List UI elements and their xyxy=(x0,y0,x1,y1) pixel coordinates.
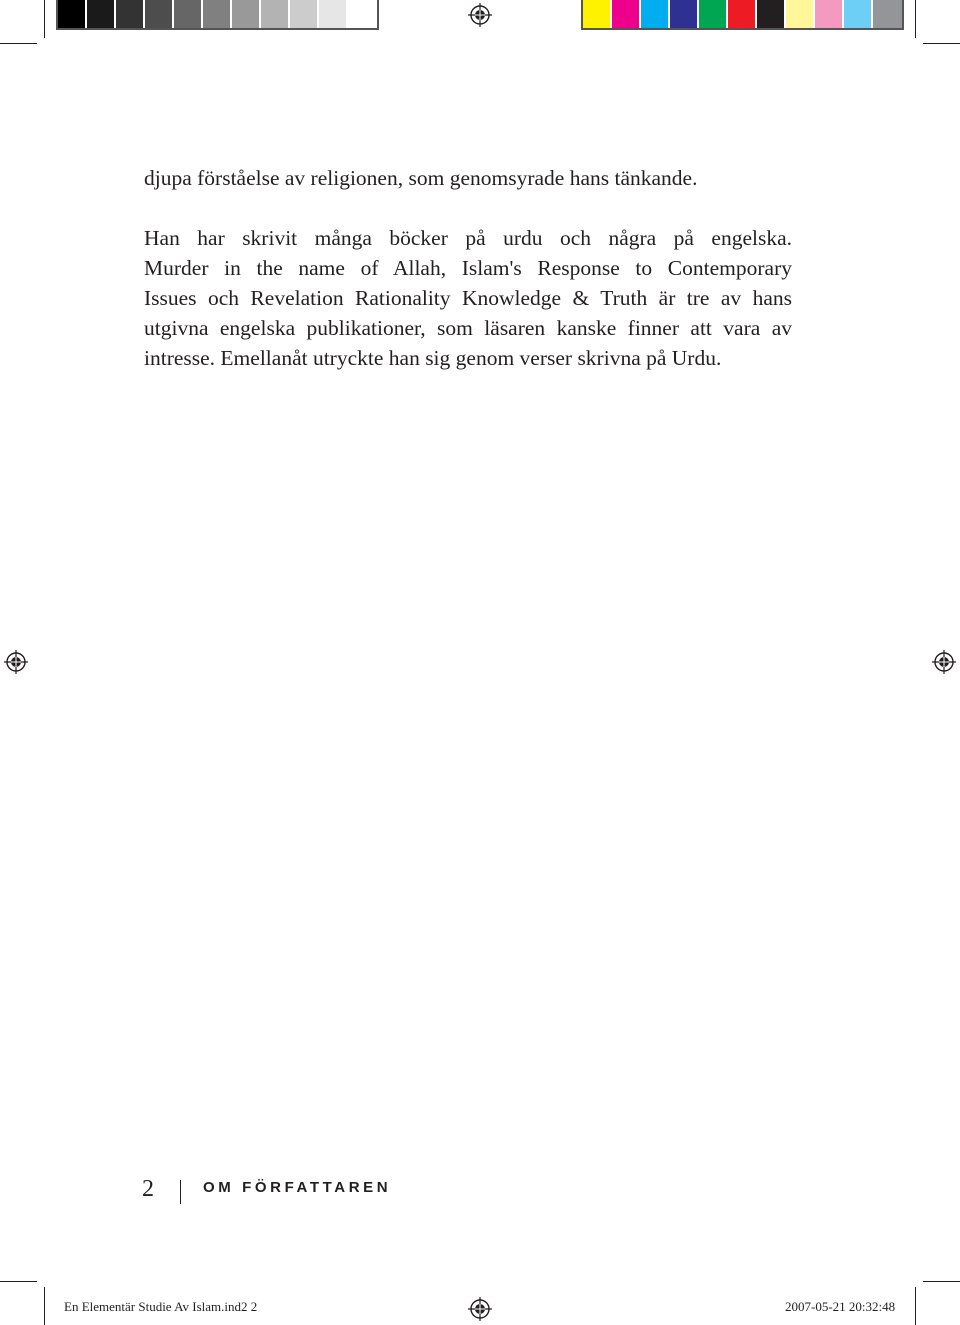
running-head: OM FÖRFATTAREN xyxy=(203,1179,392,1196)
color-swatch xyxy=(728,0,757,28)
color-swatch xyxy=(815,0,844,28)
folio-divider xyxy=(180,1180,181,1204)
crop-mark-top-right-v xyxy=(915,0,916,38)
color-swatch xyxy=(670,0,699,28)
color-swatch xyxy=(348,0,377,28)
color-swatch xyxy=(873,0,902,28)
color-swatch xyxy=(58,0,87,28)
page-number: 2 xyxy=(142,1176,154,1202)
slug-file-label: En Elementär Studie Av Islam.ind2 2 xyxy=(64,1299,258,1314)
crop-mark-bottom-right-h xyxy=(923,1281,960,1282)
text-line: utgivna engelska publikationer, som läsaren kanske finner att vara av xyxy=(144,316,792,340)
color-swatch xyxy=(203,0,232,28)
crop-mark-top-left-v xyxy=(44,0,45,38)
text-line: Issues och Revelation Rationality Knowledge & Truth är tre av hans xyxy=(144,286,792,310)
registration-mark-right-icon xyxy=(932,650,956,674)
crop-mark-bottom-left-v xyxy=(44,1287,45,1325)
color-swatch xyxy=(87,0,116,28)
color-swatch xyxy=(699,0,728,28)
gray-color-bar xyxy=(56,0,379,30)
crop-mark-top-right-h xyxy=(923,43,960,44)
color-swatch xyxy=(145,0,174,28)
slug-timestamp: 2007-05-21 20:32:48 xyxy=(785,1299,896,1314)
color-swatch xyxy=(116,0,145,28)
color-swatch xyxy=(844,0,873,28)
registration-mark-left-icon xyxy=(4,650,28,674)
color-swatch xyxy=(232,0,261,28)
color-swatch xyxy=(583,0,612,28)
color-swatch xyxy=(757,0,786,28)
paragraph-2 xyxy=(144,223,792,373)
text-line: Han har skrivit många böcker på urdu och några på engelska. xyxy=(144,226,792,250)
text-line: Murder in the name of Allah, Islam's Response to Contemporary xyxy=(144,256,792,280)
crop-mark-bottom-left-h xyxy=(0,1281,37,1282)
color-swatch xyxy=(612,0,641,28)
registration-mark-bottom-icon xyxy=(468,1297,492,1321)
text-line: djupa förståelse av religionen, som genomsyrade hans tänkande. xyxy=(144,166,698,190)
crop-mark-top-left-h xyxy=(0,43,37,44)
text-line: intresse. Emellanåt utryckte han sig genom verser skrivna på Urdu. xyxy=(144,346,722,370)
color-swatch xyxy=(641,0,670,28)
color-swatch xyxy=(786,0,815,28)
color-swatch xyxy=(174,0,203,28)
color-swatch xyxy=(261,0,290,28)
paragraph-1 xyxy=(144,163,792,193)
crop-mark-bottom-right-v xyxy=(915,1287,916,1325)
color-swatch xyxy=(319,0,348,28)
cmyk-color-bar xyxy=(581,0,904,30)
color-swatch xyxy=(290,0,319,28)
registration-mark-top-icon xyxy=(468,3,492,27)
